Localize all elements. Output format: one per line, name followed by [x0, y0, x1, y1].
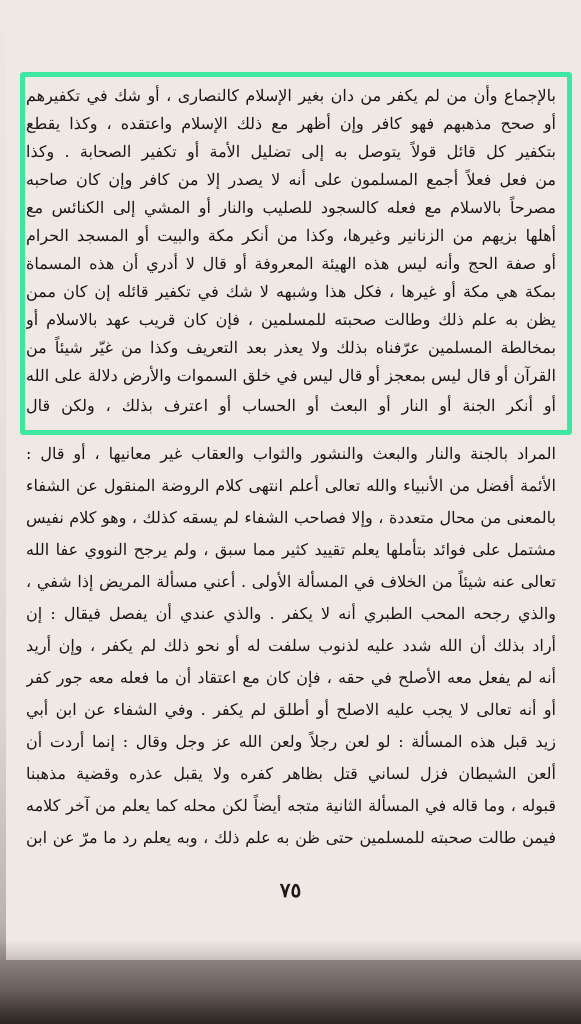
text-line: يظن به علم ذلك وطالت صحبته للمسلمين ، فإن كان قريب عهد بالاسلام أو [26, 310, 556, 329]
text-line: بمكة هي مكة أو غيرها ، فكل هذا وشبهه لا شك في تكفير قائله إن كان ممن [26, 282, 556, 301]
text-line: أو أنكر الجنة أو النار أو البعث أو الحساب أو اعترف بذلك ، ولكن قال [26, 396, 556, 415]
text-line: بالمعنى من محال متعددة ، وإلا فصاحب الشفاء لم يسقه كذلك ، وهو كلام نفيس [26, 508, 556, 527]
text-line: بمخالطة المسلمين عرّفناه بذلك ولا يعذر بعد التعريف وكذا من غيّر شيئاً من [26, 338, 556, 357]
text-line: أهلها بزيهم من الزنانير وغيرها، وكذا من أنكر مكة والبيت أو المسجد الحرام [26, 226, 556, 245]
text-line: قبوله ، وما قاله في المسألة الثانية متجه أيضاً لكن محله كما يعلم من آخر كلامه [26, 796, 556, 815]
text-line: بالإجماع وأن من لم يكفر من دان بغير الإسلام كالنصارى ، أو شك في تكفيرهم [26, 86, 556, 105]
text-line: أراد بذلك أن الله شدد عليه لذنوب سلفت له أو نحو ذلك لم يكفر ، وإن أريد [26, 636, 556, 655]
text-line: زيد قبل هذه المسألة : لو لعن رجلاً ولعن الله عز وجل وقال : إنما أردت أن [26, 732, 556, 751]
text-line: ألعن الشيطان فزل لساني قتل بظاهر كفره ولا يقبل عذره وقضية مذهبنا [26, 764, 556, 783]
text-line: أنه لم يفعل معه الأصلح في حقه ، فإن كان مع اعتقاد أن ما فعله معه جور كفر [26, 668, 556, 687]
photo-shadow [0, 940, 581, 1024]
text-line: الأئمة أفضل من الأنبياء والله تعالى أعلم انتهى كلام الروضة المنقول عن الشفاء [26, 476, 556, 495]
text-line: المراد بالجنة والنار والبعث والنشور والثواب والعقاب غير معانيها ، أو قال : [26, 444, 556, 463]
text-line: والذي رجحه المحب الطبري أنه لا يكفر . والذي عندي أن يفصل فيقال : إن [26, 604, 556, 623]
text-line: أو أنه تعالى لا يجب عليه الاصلح أو أطلق لم يكفر . وفي الشفاء عن ابن أبي [26, 700, 556, 719]
text-line: أو صحح مذهبهم فهو كافر وإن أظهر مع ذلك الإسلام واعتقده ، وكذا يقطع [26, 114, 556, 133]
highlighted-text-block [26, 82, 556, 432]
text-line: مصرحاً بالاسلام مع فعله كالسجود للصليب والنار أو المشي إلى الكنائس مع [26, 198, 556, 217]
body-text-block [26, 440, 556, 860]
page-number: ٧٥ [279, 878, 302, 902]
text-line: بتكفير كل قائل قولاً يتوصل به إلى تضليل الأمة أو تكفير الصحابة . وكذا [26, 142, 556, 161]
text-line: القرآن أو قال ليس بمعجز أو قال ليس في خلق السموات والأرض دلالة على الله [26, 366, 556, 385]
text-line: من فعل فعلاً أجمع المسلمون على أنه لا يصدر إلا من كافر وإن كان صاحبه [26, 170, 556, 189]
text-line: أو صفة الحج وأنه ليس هذه الهيئة المعروفة أو قال لا أدري أن هذه المسماة [26, 254, 556, 273]
text-line: مشتمل على فوائد بتأملها يعلم تقييد كثير مما سبق ، ولم يرجح النووي عفا الله [26, 540, 556, 559]
text-line: فيمن طالت صحبته للمسلمين حتى ظن به علم ذلك ، وبه يعلم رد ما مرّ عن ابن [26, 828, 556, 847]
text-line: تعالى عنه شيئاً من الخلاف في المسألة الأولى . أعني مسألة المريض إذا شفي ، [26, 572, 556, 591]
